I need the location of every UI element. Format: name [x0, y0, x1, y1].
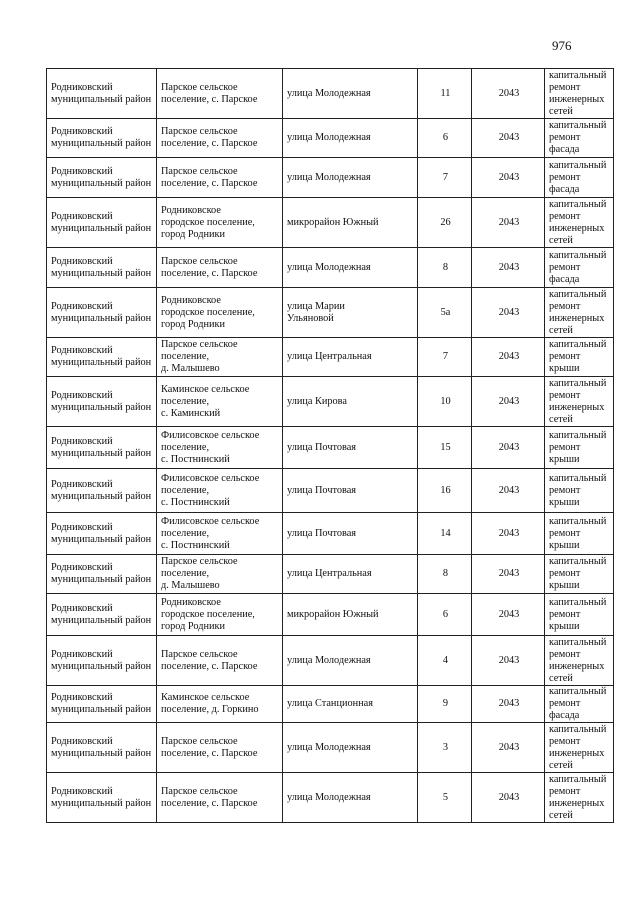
street-cell-text: улица Молодежная — [287, 132, 371, 143]
work-type-cell-text: капитальный ремонт инженерных сетей — [549, 198, 607, 246]
table-row — [47, 555, 614, 594]
year-cell-text: 2043 — [498, 171, 520, 183]
year-cell — [472, 469, 545, 513]
district-cell-text: Родниковский муниципальный район — [51, 562, 152, 585]
house-number-cell-text: 14 — [440, 527, 451, 539]
work-type-cell-text: капитальный ремонт фасада — [549, 120, 607, 155]
settlement-cell-text: Родниковское городское поселение, город Родники — [161, 294, 255, 330]
district-cell-text: Родниковский муниципальный район — [51, 300, 152, 324]
work-type-cell — [545, 198, 614, 248]
year-cell — [472, 338, 545, 377]
house-number-cell — [418, 338, 472, 377]
district-cell-text: Родниковский муниципальный район — [51, 602, 152, 626]
house-number-cell — [418, 469, 472, 513]
table-row — [47, 594, 614, 636]
house-number-cell-text: 11 — [440, 87, 451, 99]
work-type-cell-text: капитальный ремонт инженерных сетей — [549, 377, 607, 425]
street-cell-text: улица Центральная — [287, 351, 372, 362]
settlement-cell-text: Парское сельское поселение, с. Парское — [161, 648, 258, 672]
house-number-cell — [418, 69, 472, 119]
work-type-cell — [545, 686, 614, 723]
district-cell — [47, 288, 157, 338]
house-number-cell-text: 8 — [442, 568, 449, 579]
district-cell — [47, 469, 157, 513]
work-type-cell — [545, 469, 614, 513]
work-type-cell-text: капитальный ремонт фасада — [549, 686, 607, 721]
work-type-cell — [545, 427, 614, 469]
year-cell-text: 2043 — [498, 527, 520, 539]
table-row — [47, 338, 614, 377]
work-type-cell — [545, 119, 614, 158]
work-type-cell — [545, 555, 614, 594]
house-number-cell-text: 6 — [442, 608, 449, 620]
year-cell — [472, 555, 545, 594]
work-type-cell — [545, 723, 614, 773]
street-cell — [283, 198, 418, 248]
house-number-cell — [418, 594, 472, 636]
street-cell — [283, 248, 418, 288]
district-cell — [47, 594, 157, 636]
work-type-cell — [545, 158, 614, 198]
settlement-cell — [157, 288, 283, 338]
house-number-cell-text: 7 — [442, 171, 449, 183]
district-cell — [47, 513, 157, 555]
work-type-cell — [545, 338, 614, 377]
district-cell — [47, 686, 157, 723]
street-cell-text: микрорайон Южный — [287, 608, 379, 620]
year-cell-text: 2043 — [498, 791, 520, 803]
district-cell — [47, 119, 157, 158]
district-cell-text: Родниковский муниципальный район — [51, 648, 152, 672]
street-cell-text: улица Молодежная — [287, 87, 371, 99]
district-cell — [47, 198, 157, 248]
year-cell-text: 2043 — [498, 441, 520, 453]
house-number-cell-text: 15 — [440, 441, 451, 453]
settlement-cell-text: Парское сельское поселение, с. Парское — [161, 126, 258, 149]
settlement-cell — [157, 198, 283, 248]
settlement-cell-text: Каминское сельское поселение, с. Каминский — [161, 383, 250, 419]
district-cell-text: Родниковский муниципальный район — [51, 478, 152, 502]
settlement-cell-text: Парское сельское поселение, д. Малышево — [161, 556, 238, 591]
district-cell-text: Родниковский муниципальный район — [51, 692, 152, 715]
street-cell — [283, 69, 418, 119]
table-row — [47, 513, 614, 555]
work-type-cell — [545, 288, 614, 338]
street-cell — [283, 427, 418, 469]
table-row — [47, 427, 614, 469]
district-cell — [47, 377, 157, 427]
settlement-cell-text: Парское сельское поселение, с. Парское — [161, 165, 258, 189]
work-type-cell-text: капитальный ремонт фасада — [549, 159, 607, 195]
work-type-cell-text: капитальный ремонт крыши — [549, 429, 607, 465]
district-cell — [47, 69, 157, 119]
settlement-cell — [157, 723, 283, 773]
street-cell-text: улица Центральная — [287, 568, 372, 579]
page-number: 976 — [552, 38, 572, 53]
settlement-cell — [157, 248, 283, 288]
work-type-cell — [545, 248, 614, 288]
work-type-cell — [545, 594, 614, 636]
year-cell-text: 2043 — [498, 698, 520, 709]
year-cell — [472, 158, 545, 198]
street-cell-text: улица Молодежная — [287, 171, 371, 183]
settlement-cell-text: Филисовское сельское поселение, с. Постнинский — [161, 472, 260, 508]
street-cell — [283, 594, 418, 636]
year-cell — [472, 288, 545, 338]
street-cell-text: улица Почтовая — [287, 484, 357, 496]
district-cell-text: Родниковский муниципальный район — [51, 165, 152, 189]
year-cell-text: 2043 — [498, 395, 520, 407]
year-cell — [472, 69, 545, 119]
house-number-cell — [418, 773, 472, 823]
year-cell-text: 2043 — [498, 568, 520, 579]
settlement-cell-text: Родниковское городское поселение, город Родники — [161, 596, 255, 632]
year-cell — [472, 377, 545, 427]
house-number-cell — [418, 377, 472, 427]
house-number-cell-text: 5 — [442, 791, 449, 803]
repair-registry-table — [46, 68, 614, 823]
street-cell-text: улица Кирова — [287, 395, 347, 407]
house-number-cell-text: 5а — [440, 306, 451, 318]
year-cell-text: 2043 — [498, 306, 520, 318]
settlement-cell — [157, 636, 283, 686]
table-row — [47, 248, 614, 288]
table-row — [47, 636, 614, 686]
street-cell — [283, 723, 418, 773]
house-number-cell-text: 9 — [442, 698, 449, 709]
table-row — [47, 773, 614, 823]
year-cell-text: 2043 — [498, 351, 520, 362]
house-number-cell — [418, 555, 472, 594]
district-cell-text: Родниковский муниципальный район — [51, 210, 152, 234]
year-cell-text: 2043 — [498, 132, 520, 143]
year-cell-text: 2043 — [498, 87, 520, 99]
settlement-cell — [157, 119, 283, 158]
street-cell-text: улица Почтовая — [287, 527, 357, 539]
district-cell-text: Родниковский муниципальный район — [51, 435, 152, 459]
work-type-cell-text: капитальный ремонт инженерных сетей — [549, 636, 607, 684]
work-type-cell-text: капитальный ремонт фасада — [549, 249, 607, 285]
settlement-cell-text: Филисовское сельское поселение, с. Постнинский — [161, 515, 260, 551]
street-cell — [283, 636, 418, 686]
street-cell-text: микрорайон Южный — [287, 216, 379, 228]
district-cell — [47, 773, 157, 823]
district-cell — [47, 723, 157, 773]
street-cell — [283, 686, 418, 723]
work-type-cell-text: капитальный ремонт крыши — [549, 472, 607, 508]
work-type-cell-text: капитальный ремонт крыши — [549, 339, 607, 374]
street-cell-text: улица Молодежная — [287, 654, 371, 666]
house-number-cell — [418, 288, 472, 338]
house-number-cell-text: 8 — [442, 261, 449, 273]
year-cell — [472, 513, 545, 555]
year-cell — [472, 119, 545, 158]
house-number-cell — [418, 686, 472, 723]
district-cell-text: Родниковский муниципальный район — [51, 735, 152, 759]
work-type-cell-text: капитальный ремонт инженерных сетей — [549, 69, 607, 117]
year-cell — [472, 594, 545, 636]
settlement-cell-text: Парское сельское поселение, с. Парское — [161, 735, 258, 759]
district-cell — [47, 555, 157, 594]
district-cell — [47, 636, 157, 686]
settlement-cell-text: Парское сельское поселение, с. Парское — [161, 785, 258, 809]
settlement-cell-text: Парское сельское поселение, с. Парское — [161, 81, 258, 105]
table-row — [47, 119, 614, 158]
house-number-cell-text: 26 — [440, 216, 451, 228]
year-cell — [472, 198, 545, 248]
district-cell — [47, 427, 157, 469]
street-cell-text: улица Молодежная — [287, 741, 371, 753]
year-cell-text: 2043 — [498, 484, 520, 496]
district-cell-text: Родниковский муниципальный район — [51, 521, 152, 545]
table-row — [47, 288, 614, 338]
street-cell-text: улица Станционная — [287, 698, 373, 709]
year-cell — [472, 686, 545, 723]
settlement-cell — [157, 469, 283, 513]
year-cell — [472, 248, 545, 288]
settlement-cell-text: Каминское сельское поселение, д. Горкино — [161, 692, 259, 715]
table-row — [47, 686, 614, 723]
house-number-cell — [418, 198, 472, 248]
street-cell-text: улица Марии Ульяновой — [287, 300, 345, 324]
table-body — [47, 69, 614, 823]
district-cell — [47, 338, 157, 377]
work-type-cell-text: капитальный ремонт инженерных сетей — [549, 773, 607, 821]
table-row — [47, 469, 614, 513]
work-type-cell — [545, 377, 614, 427]
settlement-cell — [157, 513, 283, 555]
street-cell — [283, 338, 418, 377]
year-cell — [472, 723, 545, 773]
work-type-cell-text: капитальный ремонт крыши — [549, 515, 607, 551]
settlement-cell — [157, 377, 283, 427]
work-type-cell — [545, 513, 614, 555]
work-type-cell-text: капитальный ремонт инженерных сетей — [549, 288, 607, 336]
year-cell-text: 2043 — [498, 216, 520, 228]
table-row — [47, 377, 614, 427]
settlement-cell-text: Филисовское сельское поселение, с. Постнинский — [161, 429, 260, 465]
house-number-cell-text: 16 — [440, 484, 451, 496]
street-cell — [283, 555, 418, 594]
street-cell — [283, 377, 418, 427]
street-cell-text: улица Молодежная — [287, 791, 371, 803]
settlement-cell — [157, 427, 283, 469]
table-row — [47, 723, 614, 773]
year-cell-text: 2043 — [498, 608, 520, 620]
work-type-cell — [545, 636, 614, 686]
settlement-cell — [157, 338, 283, 377]
street-cell — [283, 158, 418, 198]
street-cell — [283, 773, 418, 823]
settlement-cell — [157, 158, 283, 198]
house-number-cell — [418, 158, 472, 198]
settlement-cell — [157, 69, 283, 119]
district-cell-text: Родниковский муниципальный район — [51, 255, 152, 279]
year-cell — [472, 636, 545, 686]
year-cell-text: 2043 — [498, 261, 520, 273]
street-cell-text: улица Почтовая — [287, 441, 357, 453]
street-cell — [283, 469, 418, 513]
street-cell-text: улица Молодежная — [287, 261, 371, 273]
work-type-cell — [545, 69, 614, 119]
house-number-cell-text: 10 — [440, 395, 451, 407]
settlement-cell — [157, 773, 283, 823]
table-row — [47, 158, 614, 198]
district-cell-text: Родниковский муниципальный район — [51, 345, 152, 368]
settlement-cell-text: Родниковское городское поселение, город Родники — [161, 204, 255, 240]
street-cell — [283, 513, 418, 555]
settlement-cell — [157, 555, 283, 594]
work-type-cell-text: капитальный ремонт крыши — [549, 556, 607, 591]
street-cell — [283, 119, 418, 158]
district-cell — [47, 158, 157, 198]
house-number-cell — [418, 723, 472, 773]
district-cell-text: Родниковский муниципальный район — [51, 389, 152, 413]
house-number-cell — [418, 636, 472, 686]
house-number-cell — [418, 513, 472, 555]
district-cell-text: Родниковский муниципальный район — [51, 126, 152, 149]
year-cell-text: 2043 — [498, 741, 520, 753]
house-number-cell — [418, 248, 472, 288]
district-cell-text: Родниковский муниципальный район — [51, 785, 152, 809]
house-number-cell-text: 3 — [442, 741, 449, 753]
table-row — [47, 198, 614, 248]
house-number-cell — [418, 427, 472, 469]
work-type-cell — [545, 773, 614, 823]
house-number-cell-text: 4 — [442, 654, 449, 666]
street-cell — [283, 288, 418, 338]
year-cell — [472, 773, 545, 823]
settlement-cell — [157, 686, 283, 723]
district-cell-text: Родниковский муниципальный район — [51, 81, 152, 105]
work-type-cell-text: капитальный ремонт инженерных сетей — [549, 723, 607, 771]
settlement-cell-text: Парское сельское поселение, д. Малышево — [161, 339, 238, 374]
year-cell-text: 2043 — [498, 654, 520, 666]
table-row — [47, 69, 614, 119]
work-type-cell-text: капитальный ремонт крыши — [549, 596, 607, 632]
house-number-cell — [418, 119, 472, 158]
house-number-cell-text: 6 — [442, 132, 449, 143]
settlement-cell-text: Парское сельское поселение, с. Парское — [161, 255, 258, 279]
house-number-cell-text: 7 — [442, 351, 449, 362]
year-cell — [472, 427, 545, 469]
settlement-cell — [157, 594, 283, 636]
district-cell — [47, 248, 157, 288]
